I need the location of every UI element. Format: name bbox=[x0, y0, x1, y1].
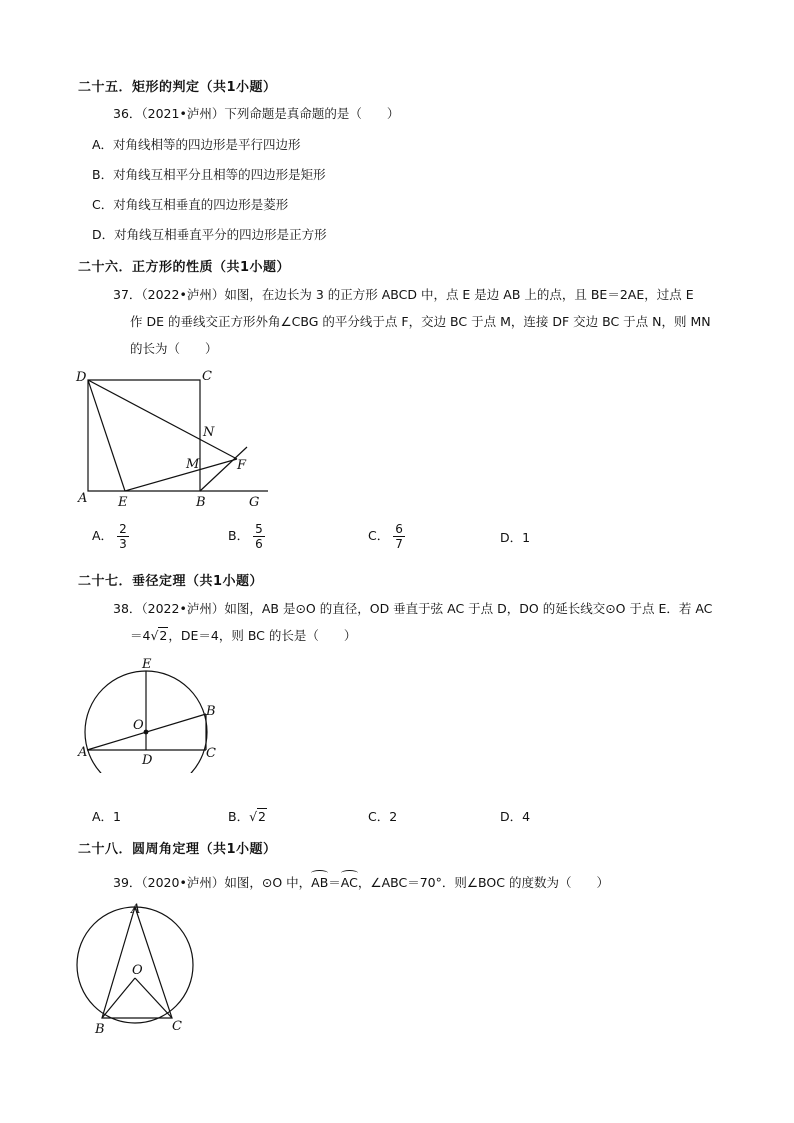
label-d: D bbox=[142, 753, 153, 768]
q38-circle-figure bbox=[70, 653, 230, 773]
label-m: M bbox=[186, 457, 200, 472]
q36-number: 36． bbox=[113, 106, 142, 121]
section-28-title: 二十八．圆周角定理（共1小题） bbox=[78, 842, 277, 857]
q36-stem-text: （2021•泸州）下列命题是真命题的是（ ） bbox=[141, 106, 400, 121]
q37-option-c bbox=[368, 522, 405, 551]
q38-number: 38． bbox=[113, 601, 142, 616]
label-c: C bbox=[202, 369, 212, 384]
label-c: C bbox=[206, 746, 216, 761]
label-e: E bbox=[118, 495, 128, 510]
q37-line1-text: （2022•泸州）如图，在边长为 3 的正方形 ABCD 中，点 E 是边 AB 上的点，且 BE＝2AE，过点 E bbox=[141, 287, 694, 302]
label-b: B bbox=[206, 704, 216, 719]
q38-line2 bbox=[130, 626, 356, 646]
label-f: F bbox=[237, 458, 247, 473]
q38-line1-text: （2022•泸州）如图，AB 是⊙O 的直径，OD 垂直于弦 AC 于点 D，DO 的延长线交⊙O 于点 E．若 AC bbox=[141, 601, 713, 616]
q39-stem-part2: ，∠ABC＝70°．则∠BOC 的度数为（ ） bbox=[357, 875, 609, 890]
sqrt-symbol: √2 bbox=[150, 628, 168, 643]
section-26-title: 二十六．正方形的性质（共1小题） bbox=[78, 260, 291, 275]
q36-option-d: D．对角线互相垂直平分的四边形是正方形 bbox=[92, 227, 327, 242]
q38-option-b bbox=[228, 807, 267, 827]
label-a: A bbox=[78, 491, 88, 506]
q39-stem-part1: （2020•泸州）如图，⊙O 中， bbox=[141, 875, 312, 890]
q37-square-figure bbox=[70, 365, 280, 515]
q38-option-d: D．4 bbox=[500, 809, 531, 824]
q37-line3: 的长为（ ） bbox=[130, 341, 218, 356]
label-b: B bbox=[196, 495, 206, 510]
q38-ac-value: ＝4 bbox=[130, 628, 151, 643]
q38-line1 bbox=[113, 599, 712, 619]
q37-option-c-letter: C． bbox=[368, 528, 390, 543]
arc-ab: AB bbox=[311, 870, 328, 893]
label-c: C bbox=[172, 1019, 182, 1034]
q36-option-b: B．对角线互相平分且相等的四边形是矩形 bbox=[92, 167, 326, 182]
segment-oc bbox=[135, 978, 172, 1018]
section-27-title: 二十七．垂径定理（共1小题） bbox=[78, 574, 264, 589]
q37-option-b-letter: B． bbox=[228, 528, 250, 543]
q39-stem bbox=[113, 870, 609, 893]
q37-option-b bbox=[228, 522, 265, 551]
q37-line1 bbox=[113, 285, 694, 305]
q37-number: 37． bbox=[113, 287, 142, 302]
center-dot bbox=[144, 730, 149, 735]
label-a: A bbox=[78, 745, 88, 760]
label-d: D bbox=[76, 370, 87, 385]
q38-option-a: A．1 bbox=[92, 809, 122, 824]
segment-ef bbox=[125, 459, 237, 491]
q36-option-c: C．对角线互相垂直的四边形是菱形 bbox=[92, 197, 289, 212]
label-a: A bbox=[131, 902, 141, 917]
q37-option-d: D．1 bbox=[500, 530, 531, 545]
label-o: O bbox=[133, 718, 144, 733]
q38-line2-text: ，DE＝4，则 BC 的长是（ ） bbox=[168, 628, 357, 643]
q38-option-c: C．2 bbox=[368, 809, 398, 824]
label-n: N bbox=[203, 425, 215, 440]
q38-option-b-letter: B． bbox=[228, 809, 250, 824]
label-b: B bbox=[95, 1022, 105, 1037]
segment-ob bbox=[102, 978, 135, 1018]
q36-stem bbox=[113, 104, 399, 124]
label-g: G bbox=[249, 495, 260, 510]
q39-number: 39． bbox=[113, 875, 142, 890]
q39-equals: ＝ bbox=[328, 875, 341, 890]
arc-ac: AC bbox=[341, 870, 358, 893]
q39-circle-figure bbox=[70, 898, 220, 1038]
section-25-title: 二十五．矩形的判定（共1小题） bbox=[78, 80, 277, 95]
fraction-5-6: $\frac{5}{6}$ bbox=[255, 522, 263, 551]
sqrt-symbol: √2 bbox=[249, 809, 266, 824]
q36-option-a: A．对角线相等的四边形是平行四边形 bbox=[92, 137, 301, 152]
q37-option-a bbox=[92, 522, 129, 551]
label-e: E bbox=[142, 657, 152, 672]
fraction-6-7: $\frac{6}{7}$ bbox=[395, 522, 403, 551]
q37-option-a-letter: A． bbox=[92, 528, 114, 543]
fraction-2-3: $\frac{2}{3}$ bbox=[119, 522, 127, 551]
label-o: O bbox=[132, 963, 143, 978]
q37-line2: 作 DE 的垂线交正方形外角∠CBG 的平分线于点 F，交边 BC 于点 M，连接 DF 交边 BC 于点 N，则 MN bbox=[130, 314, 711, 329]
